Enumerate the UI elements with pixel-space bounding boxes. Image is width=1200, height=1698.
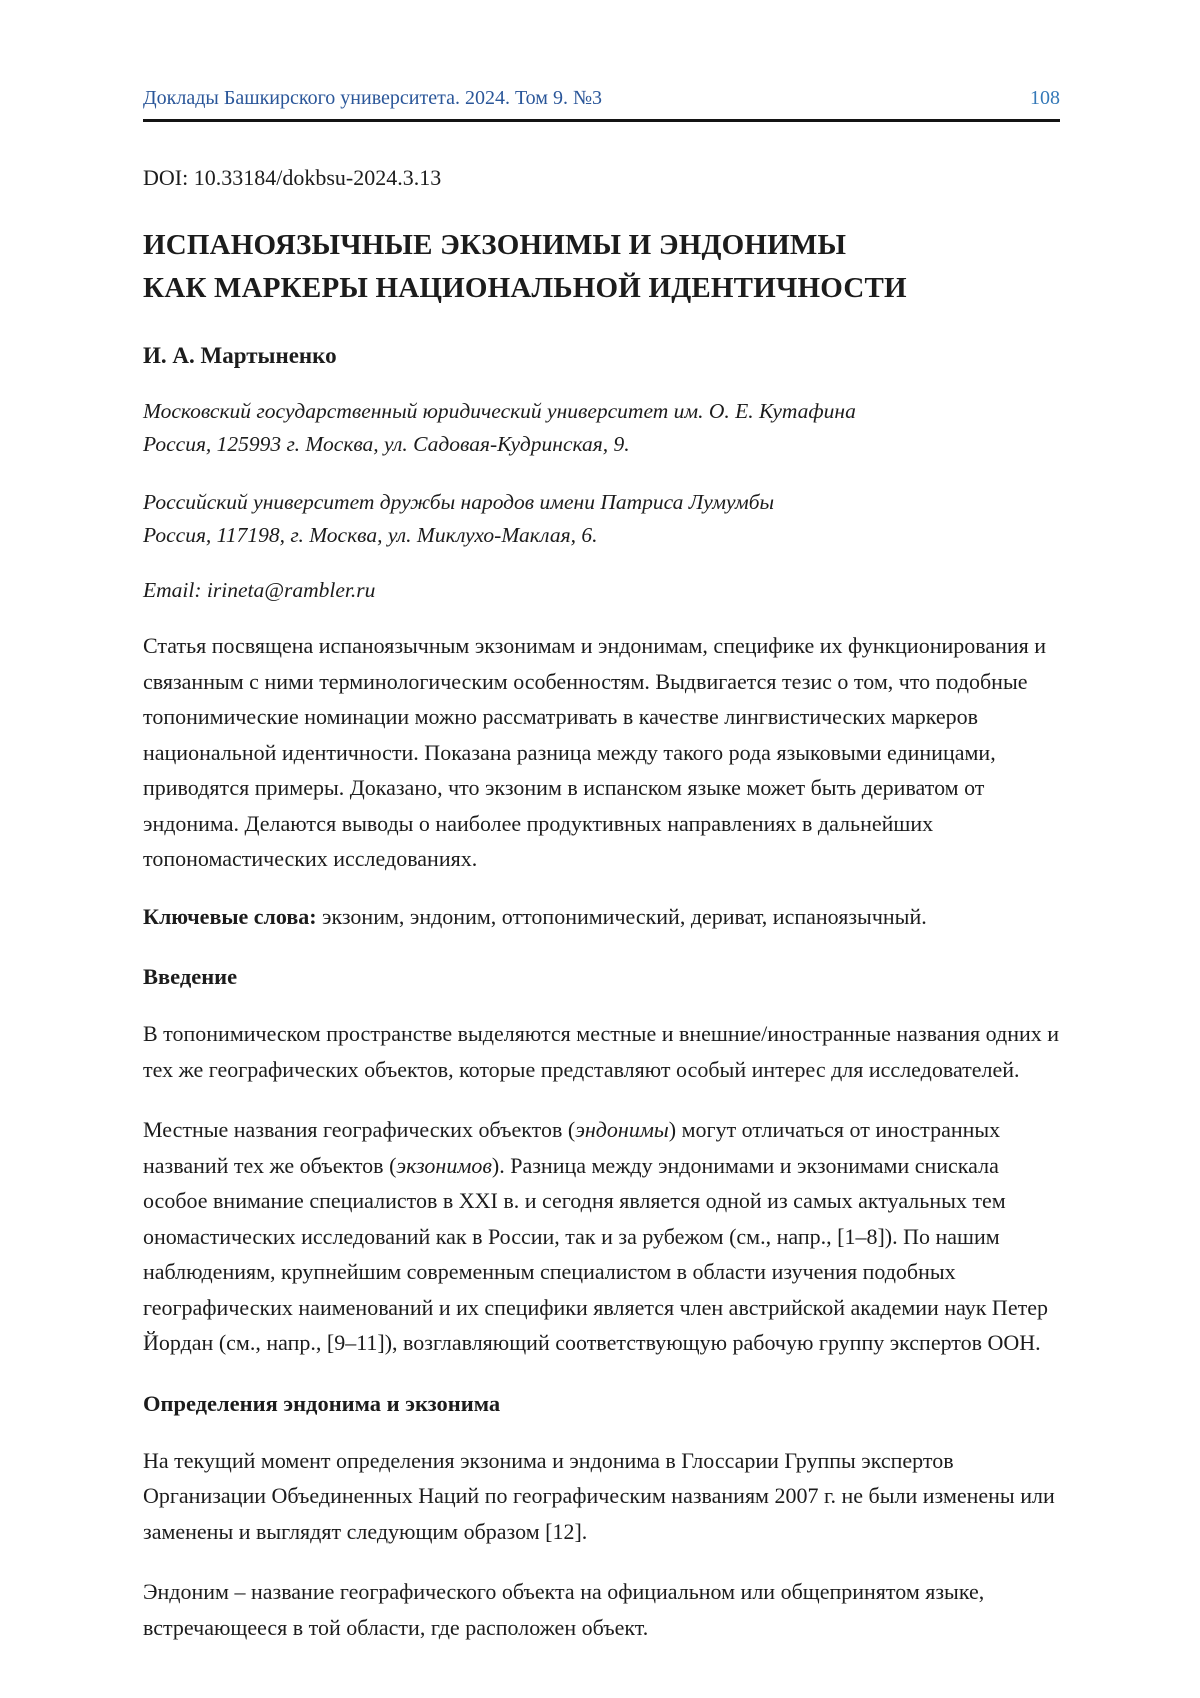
- article-title-line1: ИСПАНОЯЗЫЧНЫЕ ЭКЗОНИМЫ И ЭНДОНИМЫ: [143, 229, 847, 261]
- introduction-paragraph-1: В топонимическом пространстве выделяются местные и внешние/иностранные названия одних и тех же географических объектов, которые представляют особый интерес для исследователей.: [143, 1021, 1060, 1082]
- author-name: И. А. Мартыненко: [143, 343, 337, 368]
- term-exonyms: экзонимов: [396, 1152, 492, 1178]
- affiliation-2-name: Российский университет дружбы народов имени Патриса Лумумбы: [143, 490, 775, 514]
- affiliation-2-address: Россия, 117198, г. Москва, ул. Миклухо-Маклая, 6.: [143, 523, 598, 547]
- email-line: Email: irineta@rambler.ru: [143, 578, 376, 602]
- term-endonyms: эндонимы: [575, 1117, 669, 1142]
- affiliation-1: [143, 395, 1060, 461]
- keywords-list: экзоним, эндоним, оттопонимический, дериват, испаноязычный.: [316, 903, 927, 929]
- introduction-paragraph-2: [143, 1112, 1060, 1361]
- intro-p2-text-1: Местные названия географических объектов (: [143, 1117, 576, 1142]
- intro-p2-text-2: ) могут отличаться от иностранных названий тех же объектов (: [143, 1117, 1001, 1178]
- running-head: [143, 86, 1060, 122]
- affiliation-1-name: Московский государственный юридический университет им. О. Е. Кутафина: [143, 399, 856, 423]
- section-heading-definitions: Определения эндонима и экзонима: [143, 1390, 501, 1416]
- keywords-line: [143, 899, 1060, 935]
- abstract-paragraph: Статья посвящена испаноязычным экзонимам и эндонимам, специфике их функционирования и связанным с ними терминологическим особенностям. Выдвигается тезис о том, что подобные топонимические номинации можно рассматривать в качестве лингвистических маркеров национальной идентичности. Показана разница между такого рода языковыми единицами, приводятся примеры. Доказано, что экзоним в испанском языке может быть дериватом от эндонима. Делаются выводы о наиболее продуктивных направлениях в дальнейших топономастических исследованиях.: [143, 633, 1047, 871]
- article-title-line2: КАК МАРКЕРЫ НАЦИОНАЛЬНОЙ ИДЕНТИЧНОСТИ: [143, 272, 907, 304]
- section-heading-introduction: Введение: [143, 964, 238, 989]
- affiliation-1-address: Россия, 125993 г. Москва, ул. Садовая-Кудринская, 9.: [143, 432, 630, 456]
- intro-p2-text-3: ). Разница между эндонимами и экзонимами снискала особое внимание специалистов в XXI в. и сегодня является одной из самых актуальных тем ономастических исследований как в России, так и за рубежом (см., напр., [1–8]). По нашим наблюдениям, крупнейшим современным специалистом в области изучения подобных географических наименований и их специфики является член австрийской академии наук Петер Йордан (см., напр., [9–11]), возглавляющий соответствующую рабочую группу экспертов ООН.: [143, 1152, 1048, 1355]
- journal-title: Доклады Башкирского университета. 2024. Том 9. №3: [143, 87, 603, 109]
- article-title: [143, 224, 1060, 310]
- definitions-paragraph-1: На текущий момент определения экзонима и эндонима в Глоссарии Группы экспертов Организации Объединенных Наций по географическим названиям 2007 г. не были изменены или заменены и выглядят следующим образом [12].: [143, 1447, 1055, 1544]
- keywords-label: Ключевые слова:: [143, 903, 317, 929]
- doi-line: DOI: 10.33184/dokbsu-2024.3.13: [143, 165, 442, 190]
- page-number: 108: [1030, 87, 1060, 109]
- definitions-paragraph-2: Эндоним – название географического объекта на официальном или общепринятом языке, встречающееся в той области, где расположен объект.: [143, 1579, 985, 1640]
- affiliation-2: [143, 486, 1060, 552]
